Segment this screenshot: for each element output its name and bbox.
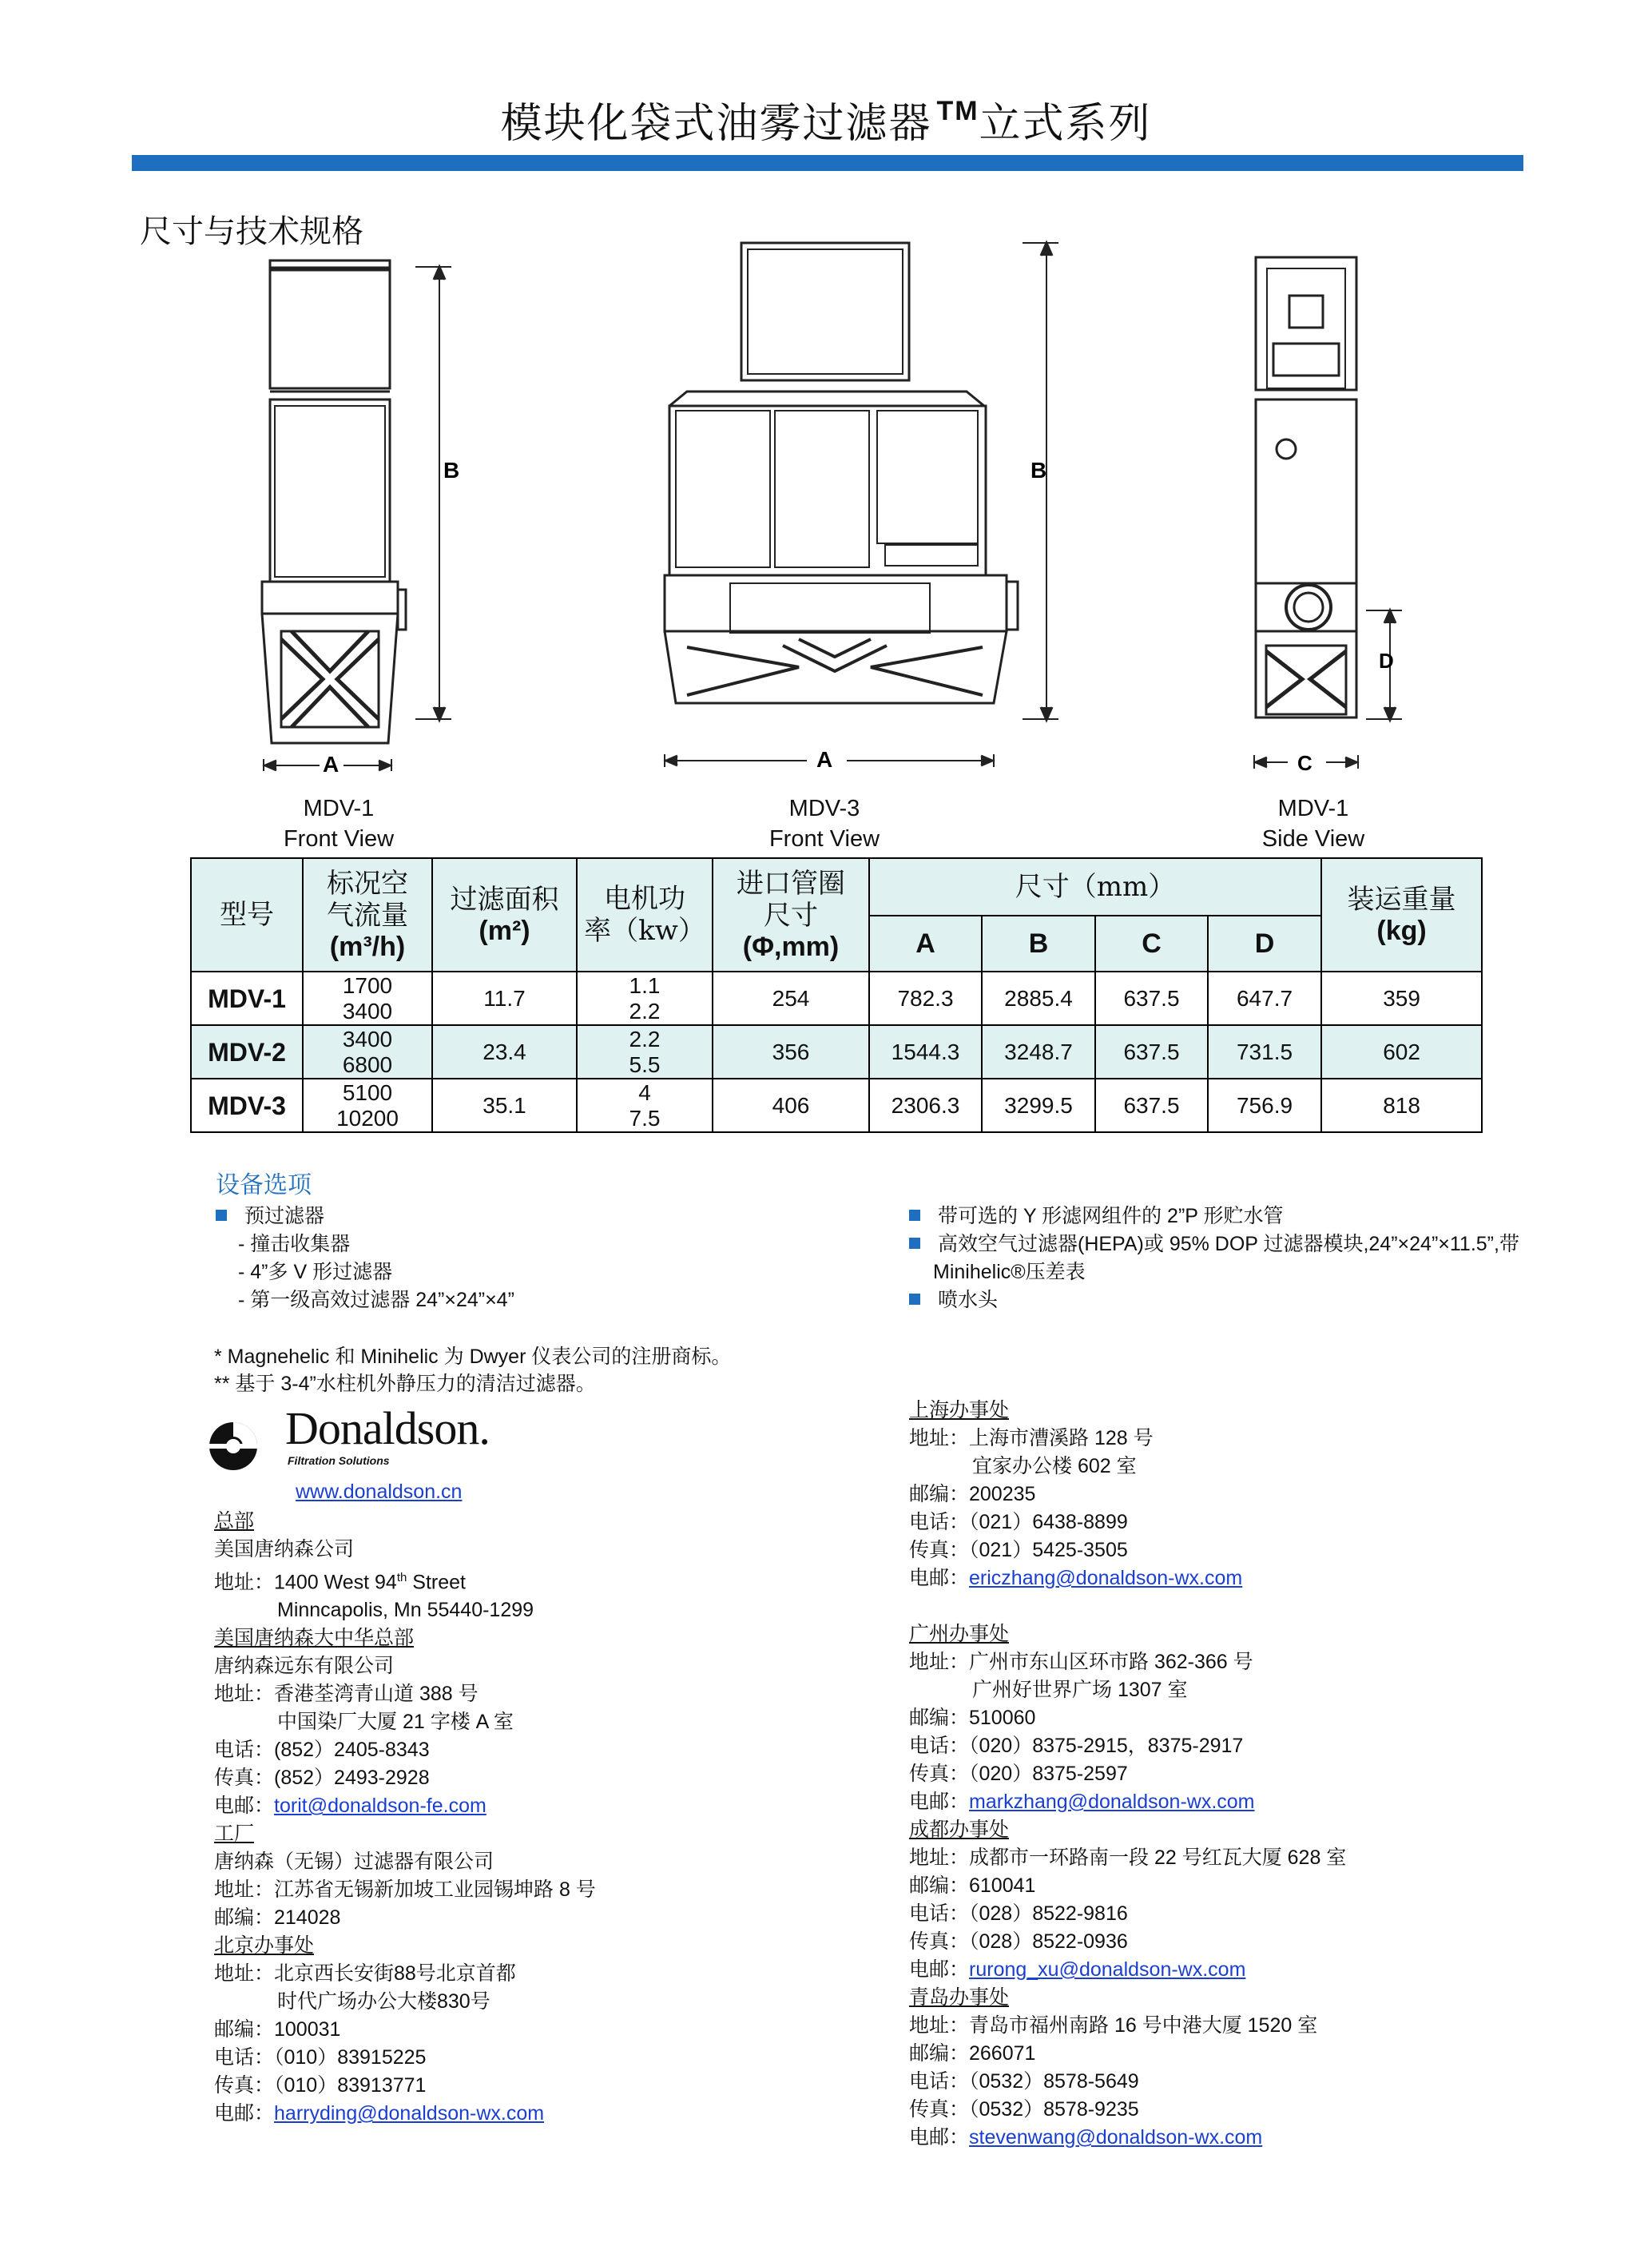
table-row: MDV-2 3400 6800 23.4 2.2 5.5 356 1544.3 3248.7 637.5 731.5 602: [191, 1025, 1482, 1079]
option-subitem: - 第一级高效过滤器 24”×24”×4”: [238, 1289, 514, 1311]
header-airflow: 标况空 气流量 (m³/h): [303, 858, 432, 972]
donaldson-logo-icon: [206, 1413, 262, 1477]
option-item: 带可选的 Y 形滤网组件的 2”P 形贮水管: [909, 1202, 1519, 1230]
website-link[interactable]: www.donaldson.cn: [296, 1481, 463, 1503]
email-link[interactable]: stevenwang@donaldson-wx.com: [969, 2126, 1263, 2149]
title-text: 模块化袋式油雾过滤器: [500, 100, 932, 148]
dim-b-label-1: B: [443, 458, 460, 483]
header-b: B: [982, 916, 1095, 972]
view-caption-1: MDV-1 Front View: [283, 796, 395, 852]
email-link[interactable]: ericzhang@donaldson-wx.com: [969, 1567, 1243, 1589]
guangzhou-heading: 广州办事处: [909, 1623, 1010, 1645]
header-model: 型号: [191, 858, 303, 972]
dim-a-label-1: A: [323, 752, 340, 777]
header-d: D: [1208, 916, 1321, 972]
option-item: 高效空气过滤器(HEPA)或 95% DOP 过滤器模块,24”×24”×11.5”,带: [909, 1230, 1519, 1258]
header-power: 电机功 率（kw）: [577, 858, 713, 972]
qingdao-heading: 青岛办事处: [909, 1986, 1010, 2009]
logo-tagline: Filtration Solutions: [288, 1454, 390, 1467]
bullet-icon: [216, 1210, 227, 1221]
contacts-left: 总部 美国唐纳森公司 地址：1400 West 94th Street Minncapolis, Mn 55440-1299 美国唐纳森大中华总部 唐纳森远东有限公司 地址：香港荃湾青山道 388 号 中国染厂大厦 21 字楼 A 室 电话：(852）2405-8343 传真：(852）2493-2928 电邮：torit@donaldson-fe.com 工厂 唐纳森（无锡）过滤器有限公司 地址：江苏省无锡新加坡工业园锡坤路 8 号 邮编：214028 北京办事处 地址：北京西长安街88号北京首都 时代广场办公大楼830号 邮编：100031 电话：（010）83915225 传真：（010）83913771 电邮：harryding@donaldson-wx.com: [214, 1508, 596, 2128]
bullet-icon: [909, 1294, 920, 1305]
shanghai-heading: 上海办事处: [909, 1399, 1010, 1421]
option-item-cont: Minihelic®压差表: [933, 1261, 1086, 1283]
dim-d-label: D: [1379, 649, 1394, 673]
option-item: 喷水头: [909, 1286, 1519, 1314]
trademark: TM: [936, 96, 979, 126]
title-suffix: 立式系列: [979, 100, 1152, 148]
footnote-1: * Magnehelic 和 Minihelic 为 Dwyer 仪表公司的注册商标。: [214, 1346, 732, 1368]
email-link[interactable]: torit@donaldson-fe.com: [274, 1795, 486, 1818]
header-a: A: [869, 916, 982, 972]
email-link[interactable]: markzhang@donaldson-wx.com: [969, 1791, 1255, 1813]
mdv3-front-drawing: [665, 243, 1058, 767]
factory-heading: 工厂: [214, 1823, 255, 1846]
header-c: C: [1095, 916, 1208, 972]
contacts-right: 上海办事处 地址：上海市漕溪路 128 号 宜家办公楼 602 室 邮编：200235 电话：（021）6438-8899 传真：（021）5425-3505 电邮：ericzhang@donaldson-wx.com 广州办事处 地址：广州市东山区环市路 362-366 号 广州好世界广场 1307 室 邮编：510060 电话：（020）8375-2915，8375-2917 传真：（020）8375-2597 电邮：markzhang@donaldson-wx.com 成都办事处 地址：成都市一环路南一段 22 号红瓦大厦 628 室 邮编：610041 电话：（028）8522-9816 传真：（028）8522-0936 电邮：rurong_xu@donaldson-wx.com 青岛办事处 地址：青岛市福州南路 16 号中港大厦 1520 室 邮编：266071 电话：（0532）8578-5649 传真：（0532）8578-9235 电邮：stevenwang@donaldson-wx.com: [909, 1397, 1346, 2152]
dim-b-label-2: B: [1031, 458, 1047, 483]
bullet-icon: [909, 1210, 920, 1221]
bullet-icon: [909, 1238, 920, 1249]
option-item: 预过滤器: [216, 1202, 514, 1230]
options-left: [216, 1202, 514, 1314]
mdv1-side-drawing: [1254, 257, 1402, 769]
header-dims: 尺寸（mm）: [869, 858, 1321, 916]
email-link[interactable]: rurong_xu@donaldson-wx.com: [969, 1958, 1246, 1981]
header-area: 过滤面积 (m²): [432, 858, 577, 972]
view-caption-2: MDV-3 Front View: [768, 796, 880, 852]
email-link[interactable]: harryding@donaldson-wx.com: [274, 2102, 545, 2125]
option-subitem: - 4”多 V 形过滤器: [238, 1261, 393, 1283]
option-subitem: - 撞击收集器: [238, 1233, 351, 1255]
technical-drawings: [0, 0, 1652, 847]
section-heading: 尺寸与技术规格: [140, 213, 363, 250]
table-row: MDV-1 1700 3400 11.7 1.1 2.2 254 782.3 2885.4 637.5 647.7 359: [191, 972, 1482, 1025]
mdv1-front-drawing: [262, 260, 451, 771]
beijing-heading: 北京办事处: [214, 1934, 315, 1958]
spec-table: [190, 857, 1483, 1133]
header-weight: 装运重量 (kg): [1321, 858, 1482, 972]
dim-c-label: C: [1297, 751, 1312, 775]
chengdu-heading: 成都办事处: [909, 1819, 1010, 1841]
view-caption-3: MDV-1 Side View: [1261, 796, 1365, 852]
footnote-2: ** 基于 3-4”水柱机外静压力的清洁过滤器。: [214, 1373, 596, 1395]
options-heading: 设备选项: [216, 1171, 312, 1199]
table-row: MDV-3 5100 10200 35.1 4 7.5 406 2306.3 3299.5 637.5 756.9 818: [191, 1079, 1482, 1132]
logo-wordmark: Donaldson.: [285, 1402, 490, 1454]
header-inlet: 进口管圈 尺寸 (Φ,mm): [713, 858, 869, 972]
hq-heading: 总部: [214, 1510, 255, 1532]
dim-a-label-2: A: [816, 747, 833, 772]
greater-china-heading: 美国唐纳森大中华总部: [214, 1627, 415, 1650]
options-right: [909, 1202, 1519, 1314]
